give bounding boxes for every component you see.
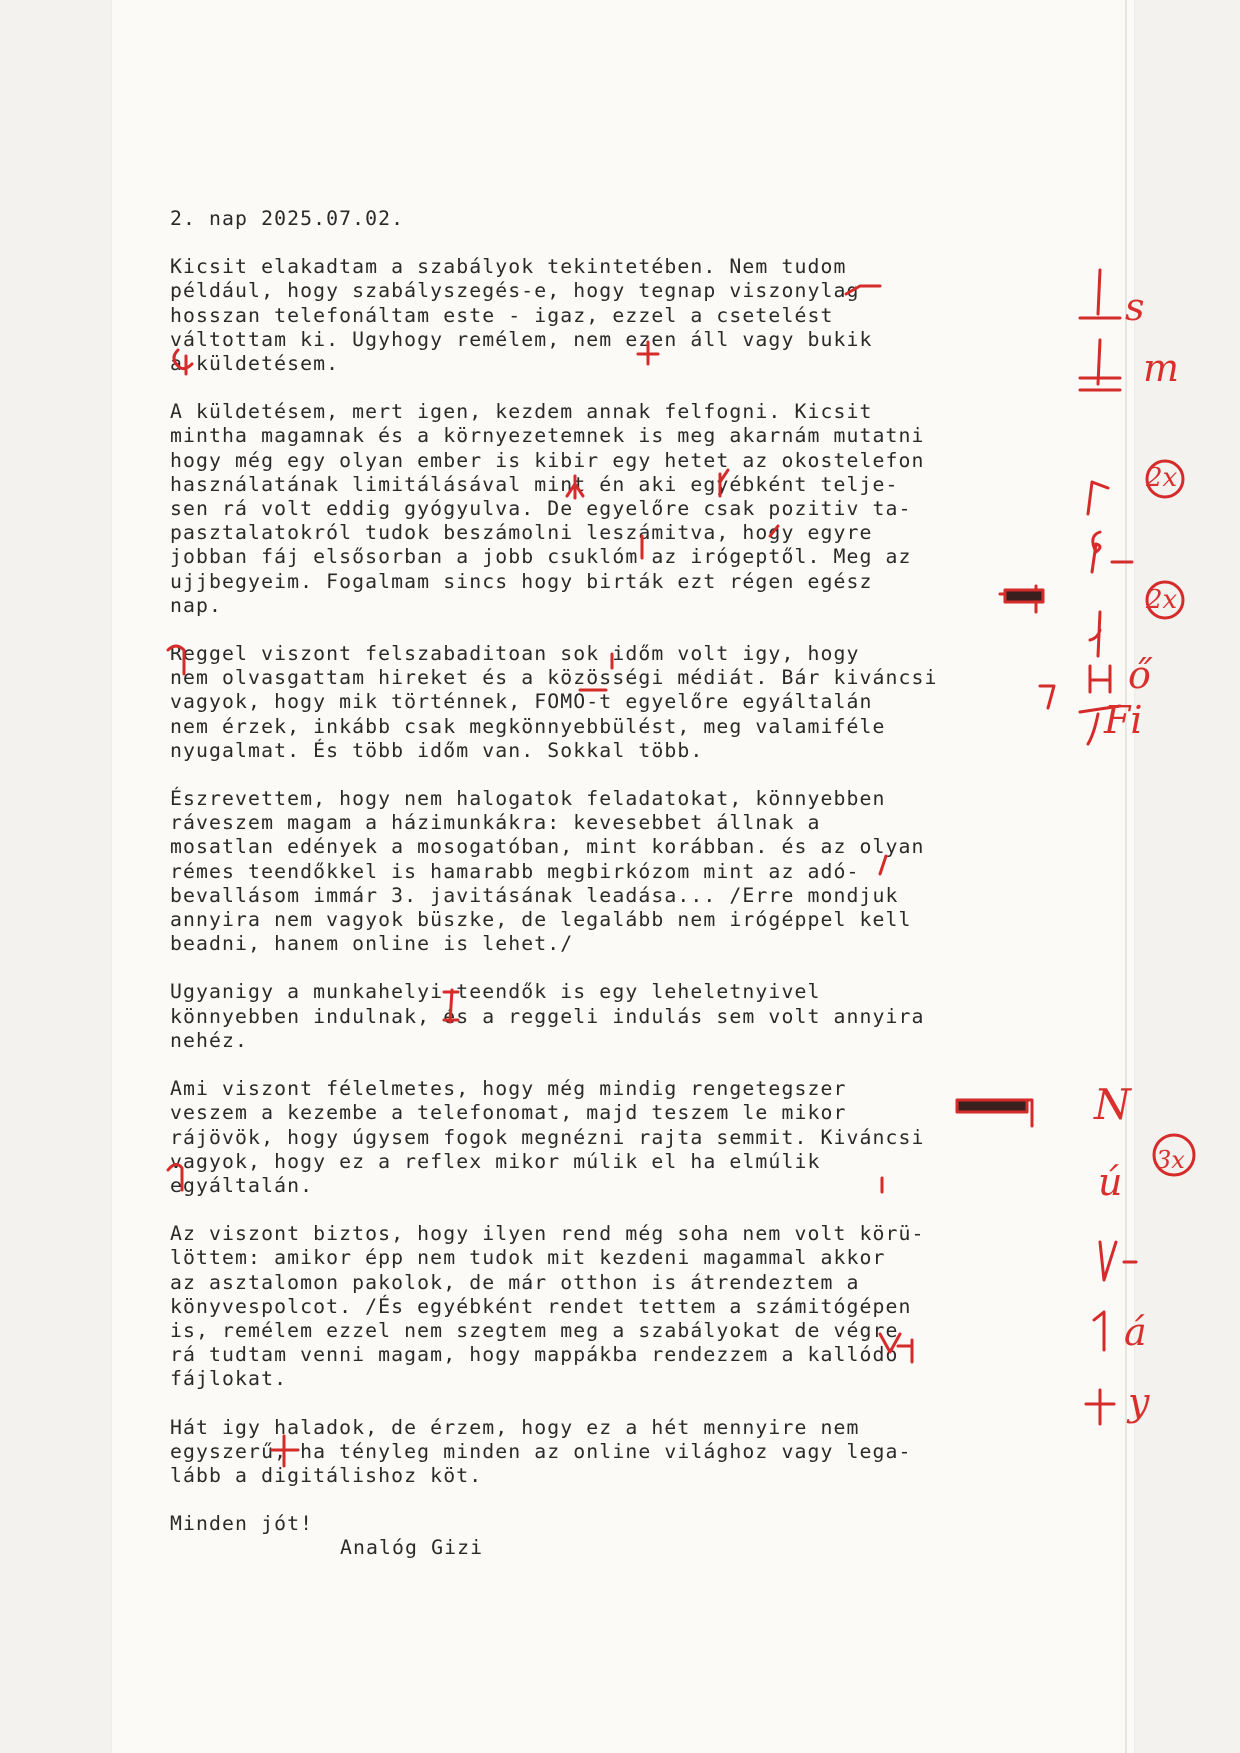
paragraph-4: Észrevettem, hogy nem halogatok feladatokat, könnyebben ráveszem magam a házimunkákra: kevesebbet állnak a mosatlan edények a mosogatóban, mint korábban. és az olyan rémes teendőkkel is hamarabb megbirkózom mint az adó- bevallásom immár 3. javitásának leadása... /Erre mondjuk annyira nem vagyok büszke, de legalább nem irógéppel kell beadni, hanem online is lehet./ xyxy=(170,787,925,956)
margin-note: N xyxy=(1094,1080,1131,1129)
margin-note: 3x xyxy=(1156,1146,1185,1174)
date-heading: 2. nap 2025.07.02. xyxy=(170,207,405,230)
paragraph-5: Ugyanigy a munkahelyi teendők is egy leheletnyivel könnyebben indulnak, és a reggeli indulás sem volt annyira nehéz. xyxy=(170,980,925,1052)
margin-note: ő xyxy=(1128,653,1151,697)
paragraph-3: Reggel viszont felszabaditoan sok időm volt igy, hogy nem olvasgattam hireket és a közösségi médiát. Bár kiváncsi vagyok, hogy mik történnek, FOMO-t egyelőre egyáltalán nem érzek, inkább csak megkönnyebbülést, meg valamiféle nyugalmat. És több időm van. Sokkal több. xyxy=(170,642,938,762)
margin-note: ú xyxy=(1098,1160,1123,1204)
margin-note: y xyxy=(1128,1380,1150,1424)
paragraph-2: A küldetésem, mert igen, kezdem annak felfogni. Kicsit mintha magamnak és a környezetemnek is meg akarnám mutatni hogy még egy olyan ember is kibir egy hetet az okostelefon használatának limitálásával mint én aki egyébként telje- sen rá volt eddig gyógyulva. De egyelőre csak pozitiv ta- pasztalatokról tudok beszámolni leszámitva, hogy egyre jobban fáj elsősorban a jobb csuklóm az irógeptől. Meg az ujjbegyeim. Fogalmam sincs hogy birták ezt régen egész nap. xyxy=(170,400,925,617)
paragraph-1: Kicsit elakadtam a szabályok tekintetében. Nem tudom például, hogy szabályszegés-e, hogy tegnap viszonylag hosszan telefonáltam este - igaz, ezzel a csetelést váltottam ki. Ugyhogy remélem, nem ezen áll vagy bukik a küldetésem. xyxy=(170,255,873,376)
paragraph-6: Ami viszont félelmetes, hogy még mindig rengetegszer veszem a kezembe a telefonomat, majd teszem le mikor rájövök, hogy úgysem fogok megnézni rajta semmit. Kiváncsi vagyok, hogy ez a reflex mikor múlik el ha elmúlik egyáltalán. xyxy=(170,1077,925,1197)
signature: Analóg Gizi xyxy=(340,1536,484,1560)
margin-note: Fi xyxy=(1104,698,1143,742)
margin-note: á xyxy=(1124,1310,1147,1354)
typewritten-letter xyxy=(170,207,1060,1561)
margin-note: 2x xyxy=(1146,463,1178,493)
margin-note: m xyxy=(1143,346,1180,390)
margin-note: 2x xyxy=(1146,585,1178,615)
page-edge-line xyxy=(1125,0,1127,1753)
closing-line: Minden jót! xyxy=(170,1512,314,1536)
paragraph-7: Az viszont biztos, hogy ilyen rend még soha nem volt körü- löttem: amikor épp nem tudok mit kezdeni magammal akkor az asztalomon pakolok, de már otthon is átrendeztem a könyvespolcot. /És egyébként rendet tettem a számitógépen is, remélem ezzel nem szegtem meg a szabályokat de végre rá tudtam venni magam, hogy mappákba rendezzem a kallódó fájlokat. xyxy=(170,1222,925,1391)
paragraph-8: Hát igy haladok, de érzem, hogy ez a hét mennyire nem egyszerű, ha tényleg minden az online világhoz vagy lega- lább a digitálishoz köt. xyxy=(170,1415,912,1487)
margin-note: s xyxy=(1125,285,1145,329)
